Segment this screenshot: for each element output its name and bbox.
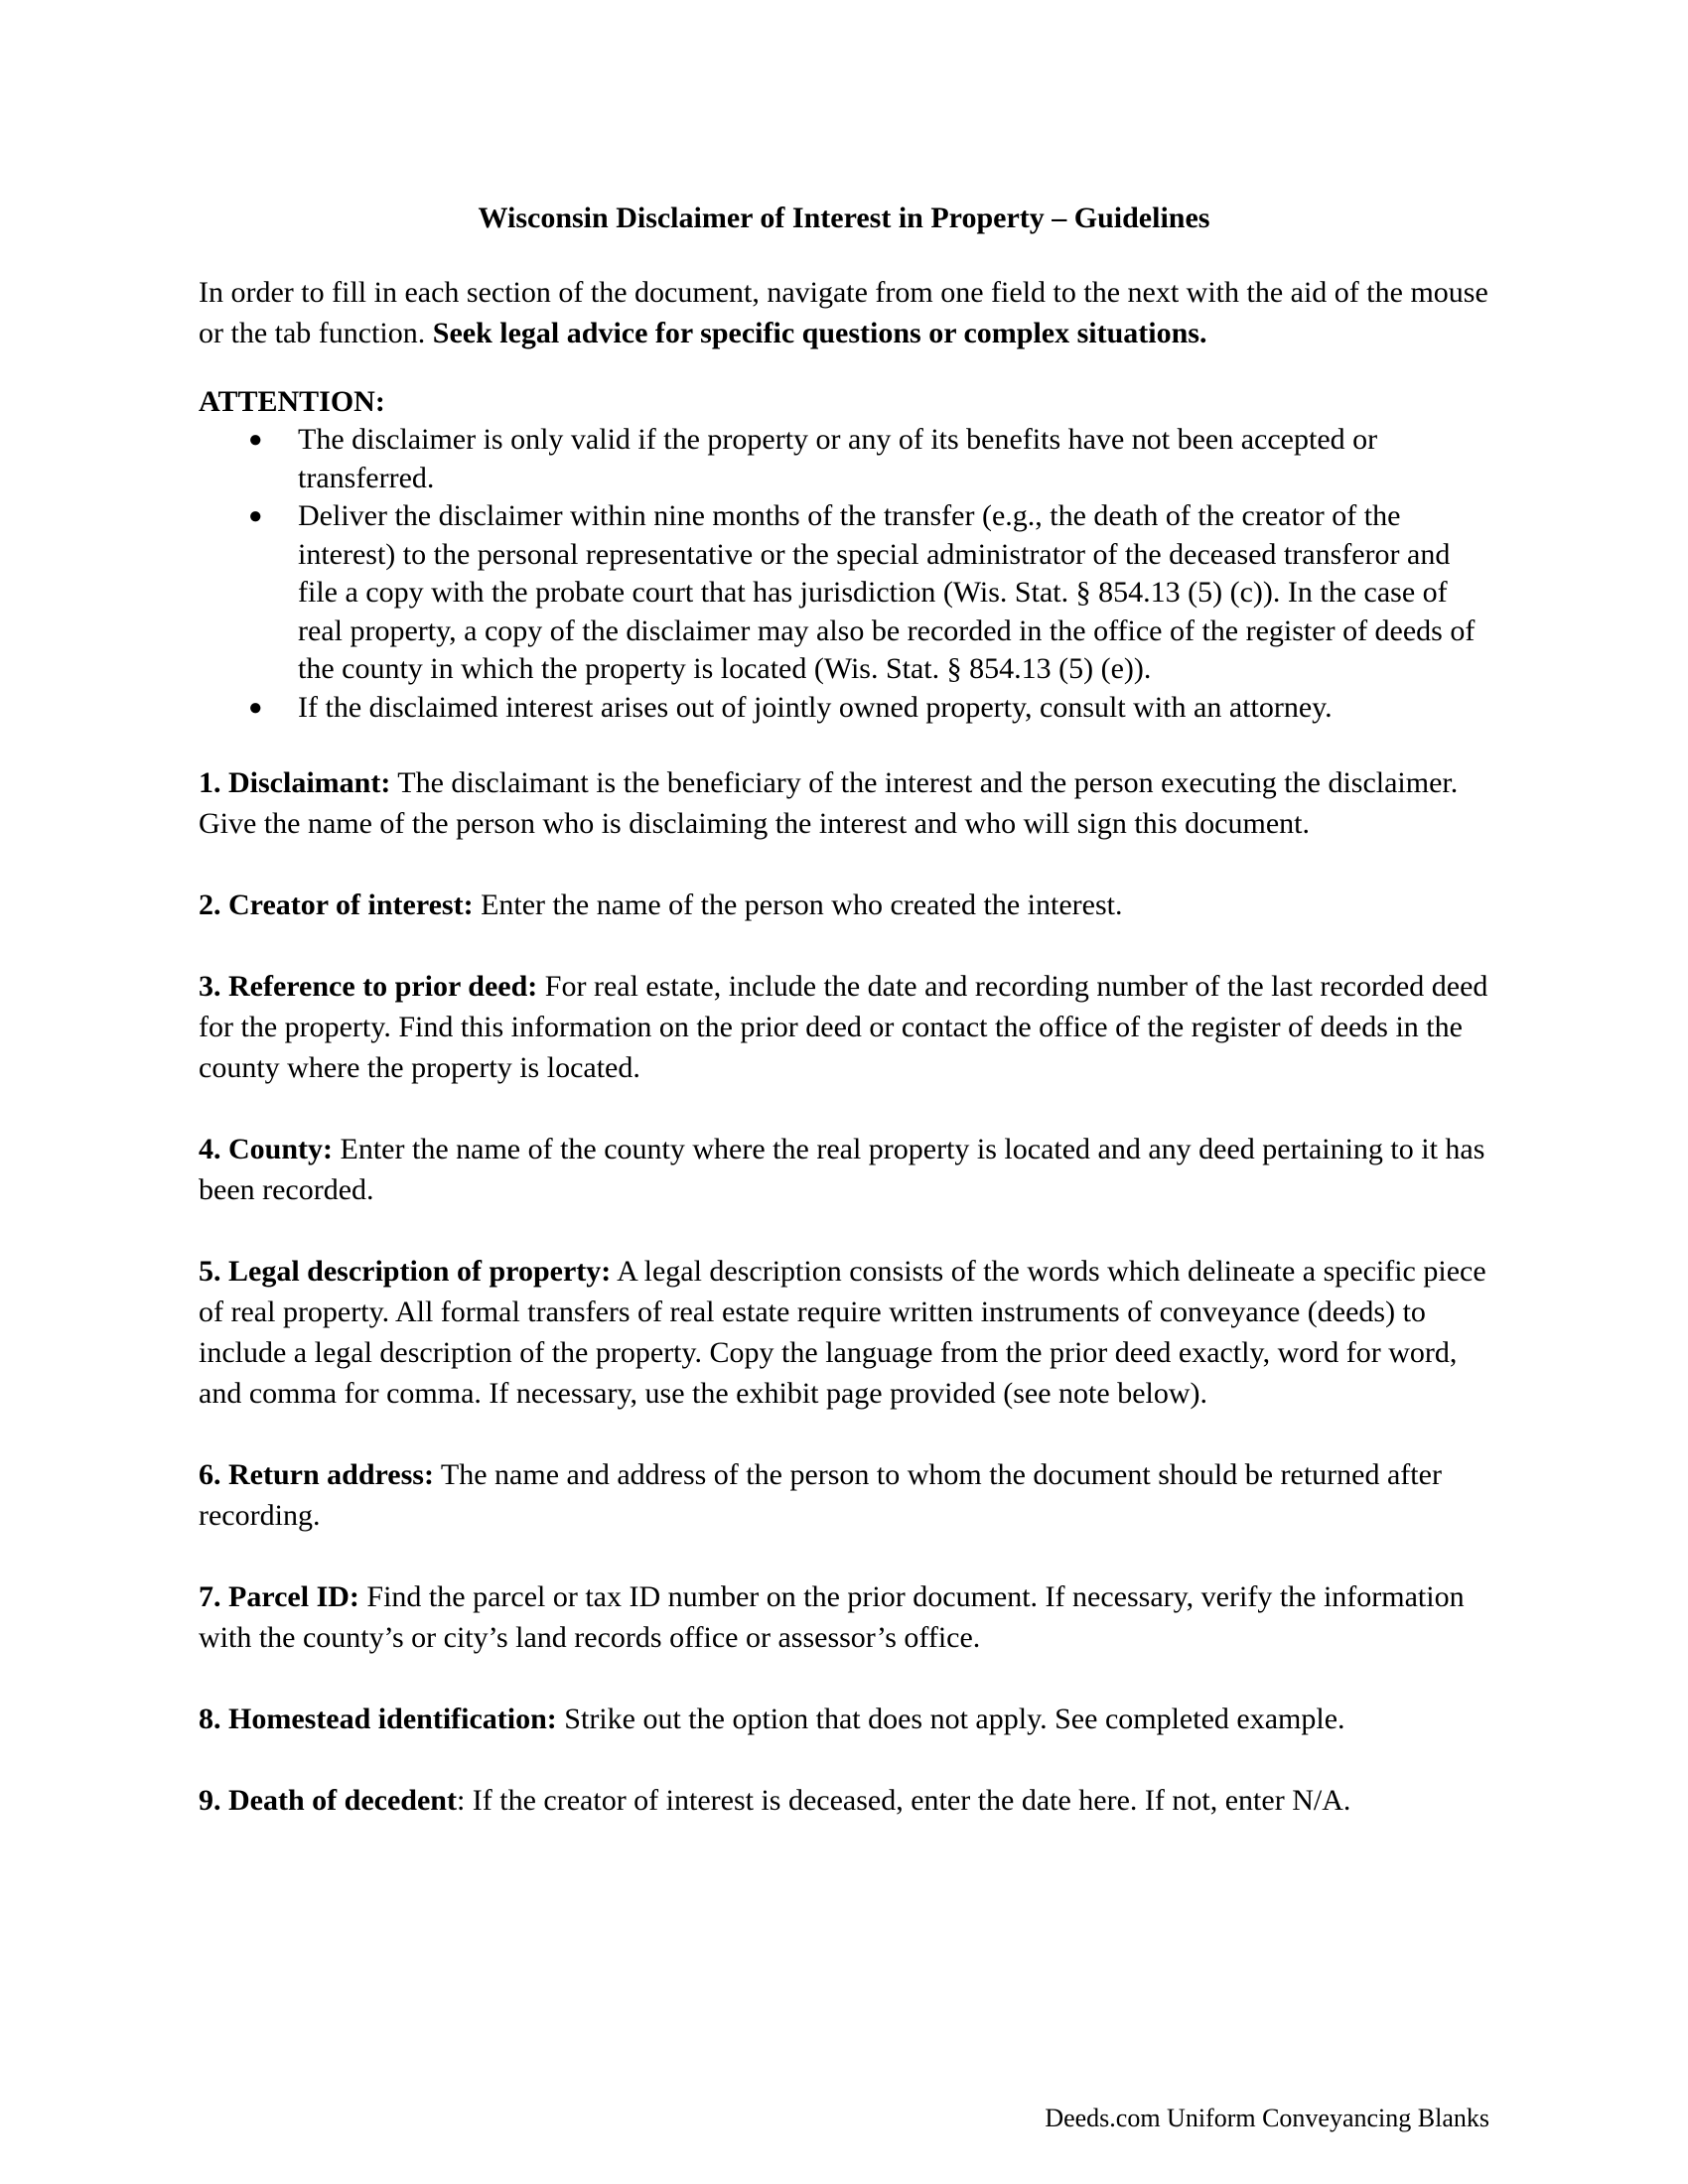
item-text: Enter the name of the county where the real property is located and any deed pertaining to it has been recorded. — [199, 1133, 1485, 1206]
item-text: The name and address of the person to whom the document should be returned after recording. — [199, 1458, 1442, 1532]
item-label: 5. Legal description of property: — [199, 1255, 612, 1288]
attention-bullet-text: If the disclaimed interest arises out of jointly owned property, consult with an attorney. — [298, 690, 1333, 724]
item-text: The disclaimant is the beneficiary of the interest and the person executing the disclaimer. Give the name of the person who is disclaiming the interest and who will sign this document. — [199, 766, 1459, 840]
guideline-item-prior-deed — [199, 966, 1489, 1088]
guideline-item-legal-description — [199, 1251, 1489, 1414]
item-label: 7. Parcel ID: — [199, 1580, 359, 1613]
guideline-item-disclaimant — [199, 762, 1489, 844]
attention-bullet-text: The disclaimer is only valid if the property or any of its benefits have not been accepted or transferred. — [298, 423, 1378, 494]
item-label: 3. Reference to prior deed: — [199, 970, 538, 1003]
item-text: For real estate, include the date and recording number of the last recorded deed for the property. Find this information on the prior deed or contact the office of the register of deeds in the county where the property is located. — [199, 970, 1488, 1084]
guideline-item-return-address — [199, 1454, 1489, 1536]
guideline-item-county — [199, 1129, 1489, 1210]
attention-bullet — [199, 497, 1489, 689]
guideline-item-creator — [199, 885, 1489, 925]
attention-bullet — [199, 421, 1489, 497]
page-footer: Deeds.com Uniform Conveyancing Blanks — [1045, 2104, 1489, 2132]
item-text: : If the creator of interest is deceased, enter the date here. If not, enter N/A. — [456, 1784, 1351, 1817]
guideline-item-parcel-id — [199, 1576, 1489, 1658]
item-label: 2. Creator of interest: — [199, 888, 474, 921]
guideline-item-death-of-decedent — [199, 1780, 1489, 1821]
intro-bold-text: Seek legal advice for specific questions or complex situations. — [432, 317, 1207, 349]
item-text: Strike out the option that does not apply. See completed example. — [556, 1703, 1345, 1735]
item-label: 6. Return address: — [199, 1458, 434, 1491]
attention-heading: ATTENTION: — [199, 385, 385, 418]
item-label: 4. County: — [199, 1133, 334, 1165]
document-page — [199, 199, 1489, 1861]
item-label: 1. Disclaimant: — [199, 766, 391, 799]
bullet-icon: ● — [248, 427, 263, 453]
item-text: Enter the name of the person who created the interest. — [473, 888, 1123, 921]
item-text: Find the parcel or tax ID number on the prior document. If necessary, verify the information with the county’s or city’s land records office or assessor’s office. — [199, 1580, 1465, 1654]
intro-paragraph — [199, 272, 1489, 353]
bullet-icon: ● — [248, 694, 263, 721]
bullet-icon: ● — [248, 503, 263, 529]
item-text: A legal description consists of the words which delineate a specific piece of real property. All formal transfers of real estate require written instruments of conveyance (deeds) to include a legal description of the property. Copy the language from the prior deed exactly, word for word, and comma for comma. If necessary, use the exhibit page provided (see note below). — [199, 1255, 1486, 1410]
intro-text: In order to fill in each section of the document, navigate from one field to the next with the aid of the mouse or the tab function. — [199, 276, 1488, 349]
attention-list — [199, 421, 1489, 727]
attention-bullet — [199, 689, 1489, 728]
item-label: 8. Homestead identification: — [199, 1703, 557, 1735]
guideline-item-homestead — [199, 1699, 1489, 1739]
document-title: Wisconsin Disclaimer of Interest in Property – Guidelines — [478, 202, 1210, 234]
attention-bullet-text: Deliver the disclaimer within nine months of the transfer (e.g., the death of the creator of the interest) to the personal representative or the special administrator of the deceased transferor and file a copy with the probate court that has jurisdiction (Wis. Stat. § 854.13 (5) (c)). In the case of real property, a copy of the disclaimer may also be recorded in the office of the register of deeds of the county in which the property is located (Wis. Stat. § 854.13 (5) (e)). — [298, 499, 1476, 685]
item-label: 9. Death of decedent — [199, 1784, 457, 1817]
